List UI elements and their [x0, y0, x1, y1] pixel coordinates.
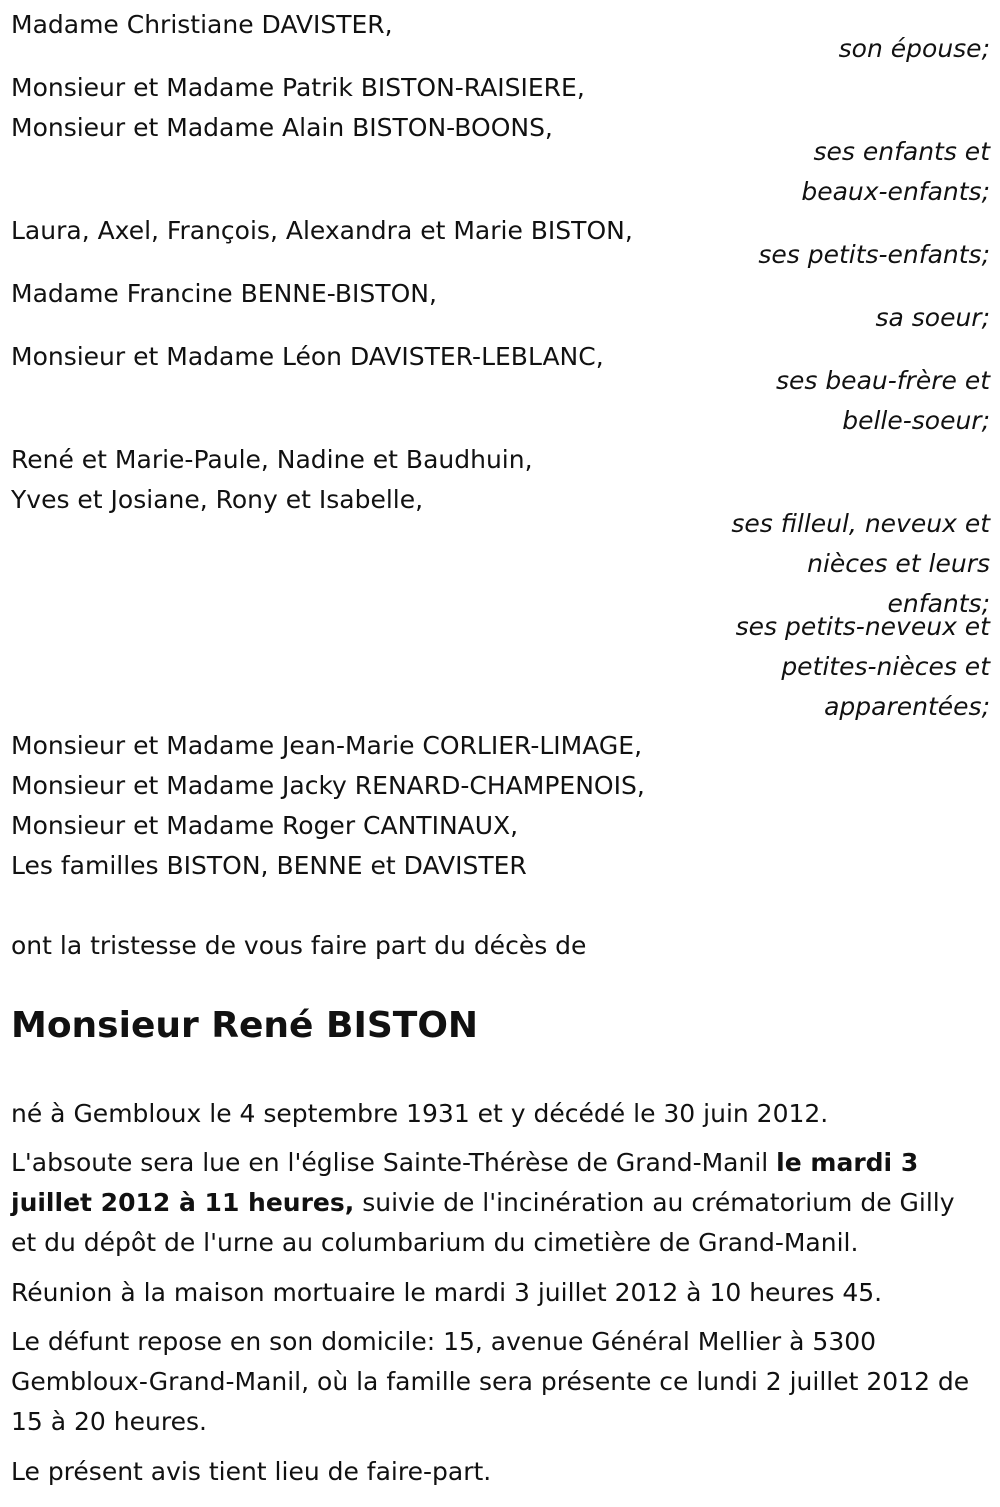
relation-label: ses petits-neveux et — [735, 612, 990, 641]
family-name-line: Madame Christiane DAVISTER, — [11, 10, 393, 39]
family-name-line: Monsieur et Madame Roger CANTINAUX, — [11, 811, 519, 840]
ceremony-text-after: suivie de l'incinération au crématorium de Gilly et du dépôt de l'urne au columbarium du cimetière de Grand-Manil. — [11, 1188, 955, 1257]
relation-label: ses filleul, neveux et — [731, 509, 990, 538]
relation-label: beaux-enfants; — [801, 177, 990, 206]
birth-death-text: né à Gembloux le 4 septembre 1931 et y décédé le 30 juin 2012. — [11, 1099, 829, 1128]
relation-label: petites-nièces et — [781, 652, 990, 681]
family-name-line: Madame Francine BENNE-BISTON, — [11, 279, 437, 308]
announcement-text: ont la tristesse de vous faire part du décès de — [11, 931, 587, 960]
relation-label: ses enfants et — [813, 137, 990, 166]
relation-label: belle-soeur; — [842, 406, 990, 435]
family-name-line: Monsieur et Madame Jacky RENARD-CHAMPENOIS, — [11, 771, 645, 800]
deceased-name: Monsieur René BISTON — [11, 1005, 479, 1046]
ceremony-text-before: L'absoute sera lue en l'église Sainte-Thérèse de Grand-Manil — [11, 1148, 777, 1177]
relation-label: ses petits-enfants; — [758, 240, 990, 269]
relation-label: enfants; — [887, 589, 990, 618]
relation-label: nièces et leurs — [807, 549, 990, 578]
family-name-line: Laura, Axel, François, Alexandra et Marie BISTON, — [11, 216, 633, 245]
relation-label: apparentées; — [824, 692, 990, 721]
rest-paragraph: Le défunt repose en son domicile: 15, avenue Général Mellier à 5300 Gembloux-Grand-Manil, où la famille sera présente ce lundi 2 juillet 2012 de 15 à 20 heures. — [11, 1327, 970, 1436]
relation-label: son épouse; — [838, 34, 990, 63]
family-name-line: Monsieur et Madame Alain BISTON-BOONS, — [11, 113, 553, 142]
meeting-text: Réunion à la maison mortuaire le mardi 3 juillet 2012 à 10 heures 45. — [11, 1278, 883, 1307]
closing-text: Le présent avis tient lieu de faire-part. — [11, 1457, 492, 1486]
family-name-line: Yves et Josiane, Rony et Isabelle, — [11, 485, 424, 514]
relation-label: ses beau-frère et — [775, 366, 990, 395]
family-name-line: Les familles BISTON, BENNE et DAVISTER — [11, 851, 527, 880]
family-name-line: Monsieur et Madame Jean-Marie CORLIER-LIMAGE, — [11, 731, 643, 760]
ceremony-date-bold: le mardi 3 juillet 2012 à 11 heures, — [11, 1148, 919, 1217]
relation-label: sa soeur; — [875, 303, 990, 332]
family-name-line: René et Marie-Paule, Nadine et Baudhuin, — [11, 445, 533, 474]
ceremony-paragraph — [11, 1143, 976, 1263]
family-name-line: Monsieur et Madame Patrik BISTON-RAISIERE, — [11, 73, 585, 102]
family-name-line: Monsieur et Madame Léon DAVISTER-LEBLANC, — [11, 342, 604, 371]
